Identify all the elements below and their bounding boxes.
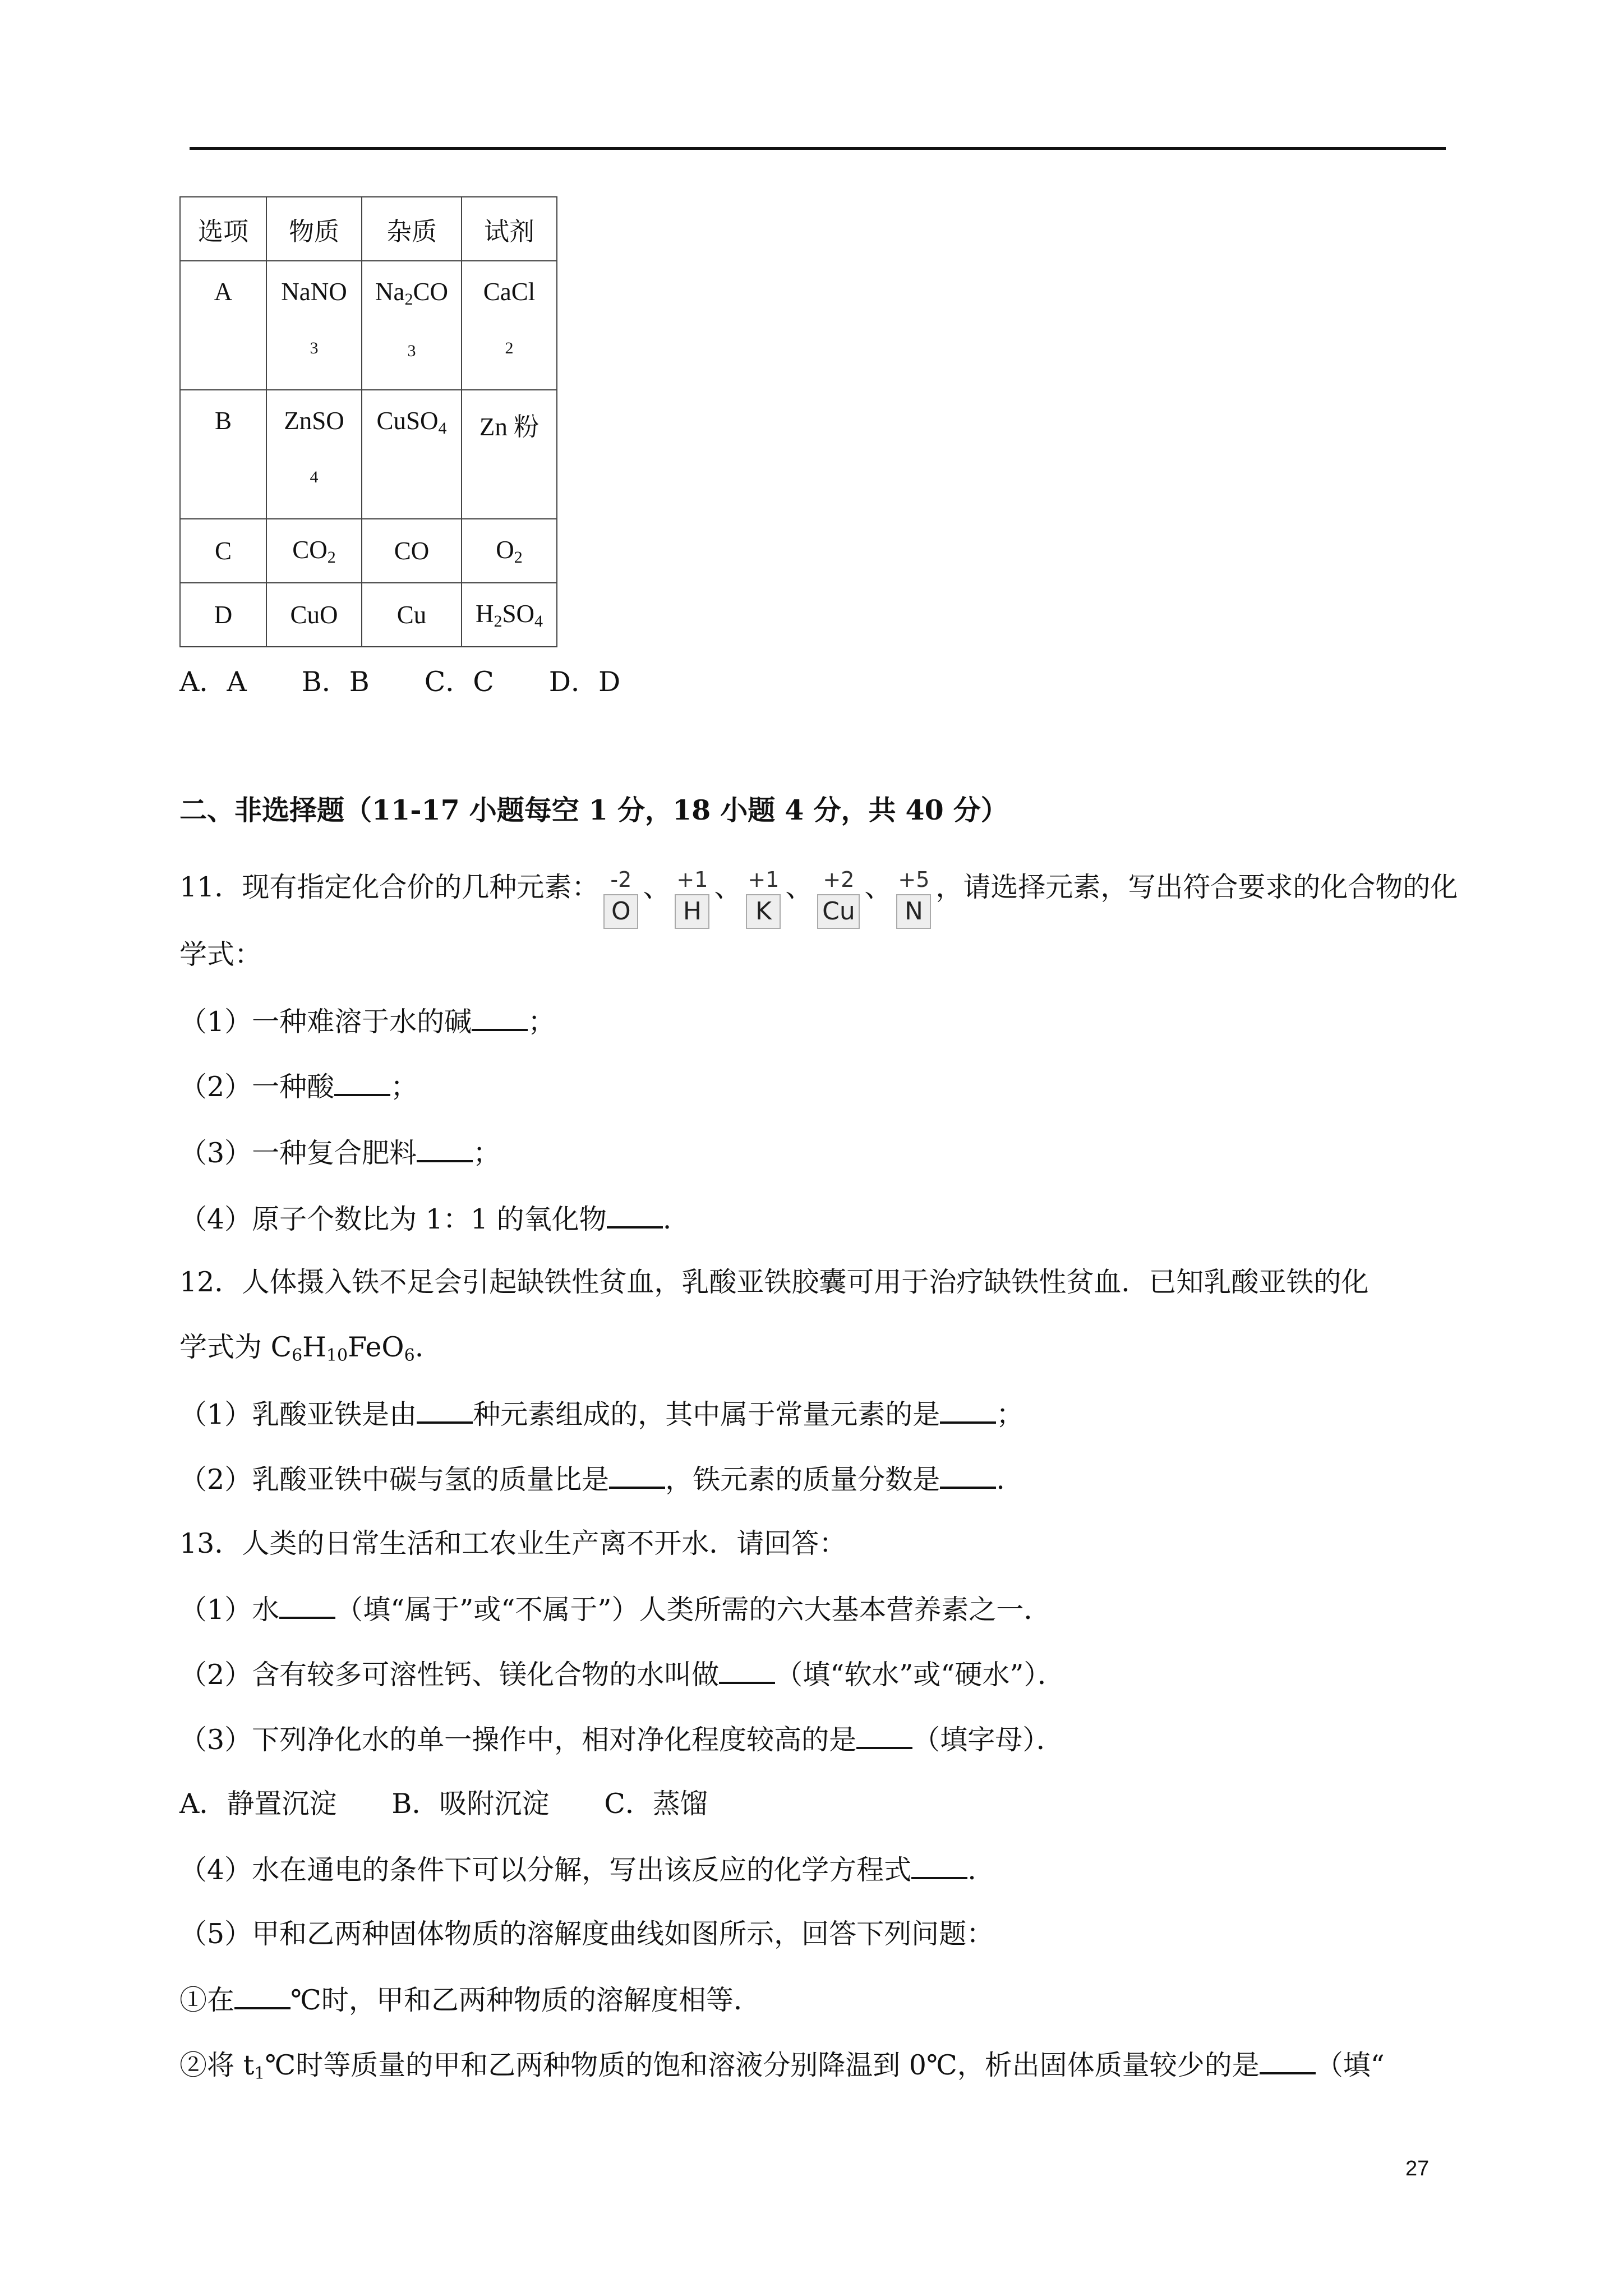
option-cell: C xyxy=(180,519,266,583)
answer-choices: A．A B．B C．C D．D xyxy=(179,666,621,698)
question-13-sub1: ①在 ℃时，甲和乙两种物质的溶解度相等． xyxy=(179,1982,761,2017)
substance-cell: $CO_2$ xyxy=(266,519,362,583)
question-12-part2: （2）乳酸亚铁中碳与氢的质量比是 ，铁元素的质量分数是 . xyxy=(179,1462,1005,1497)
header-impurity: 杂质 xyxy=(362,197,462,261)
answer-blank xyxy=(911,1852,967,1879)
answer-blank xyxy=(609,1462,665,1489)
substance-cell: ZnSO 4 xyxy=(266,390,362,519)
header-substance: 物质 xyxy=(266,197,362,261)
answer-blank xyxy=(472,1004,528,1031)
valence-cu-icon: $\frac{+2}{Cu}$ xyxy=(815,867,862,930)
header-rule xyxy=(190,147,1446,150)
substance-cell: NaNO 3 xyxy=(266,261,362,390)
question-13-part2: （2）含有较多可溶性钙、镁化合物的水叫做 （填“软水”或“硬水”）． xyxy=(179,1657,1065,1692)
valence-n-icon: $\frac{+5}{N}$ xyxy=(894,867,933,930)
question-13-part4: （4）水在通电的条件下可以分解，写出该反应的化学方程式 . xyxy=(179,1852,976,1887)
reagent-cell: CaCl 2 xyxy=(462,261,557,390)
answer-blank xyxy=(279,1592,335,1619)
reagent-cell: Zn 粉 xyxy=(462,390,557,519)
answer-blank xyxy=(940,1397,996,1424)
impurity-cell: CuSO$_4$ xyxy=(362,390,462,519)
answer-blank xyxy=(334,1069,390,1096)
options-table xyxy=(179,196,557,647)
question-13-part1: （1）水 （填“属于”或“不属于”）人类所需的六大基本营养素之一． xyxy=(179,1592,1051,1627)
table-row xyxy=(180,261,557,390)
question-12-line2: 学式为 $C_6H_{10}FeO_6$. xyxy=(179,1331,424,1365)
question-11-item1: （1）一种难溶于水的碱 ； xyxy=(179,1004,555,1039)
answer-blank xyxy=(417,1135,473,1162)
question-12-part1: （1）乳酸亚铁是由 种元素组成的，其中属于常量元素的是 ； xyxy=(179,1397,1023,1432)
table-row xyxy=(180,583,557,647)
option-cell: B xyxy=(180,390,266,519)
option-cell: A xyxy=(180,261,266,390)
table-row xyxy=(180,519,557,583)
question-11-item4: （4）原子个数比为 1：1 的氧化物 . xyxy=(179,1202,671,1236)
answer-blank xyxy=(417,1397,473,1424)
reagent-cell: $H_2SO_4$ xyxy=(462,583,557,647)
answer-blank xyxy=(719,1657,775,1684)
impurity-cell: $Na_2CO$ 3 xyxy=(362,261,462,390)
answer-blank xyxy=(234,1982,291,2009)
valence-o-icon: $\frac{-2}{O}$ xyxy=(601,867,640,930)
substance-cell: CuO xyxy=(266,583,362,647)
question-11-item2: （2）一种酸 ； xyxy=(179,1069,418,1104)
question-11-item3: （3）一种复合肥料 ； xyxy=(179,1135,500,1170)
answer-blank xyxy=(940,1462,996,1489)
question-12-line1: 12．人体摄入铁不足会引起缺铁性贫血，乳酸亚铁胶囊可用于治疗缺铁性贫血．已知乳酸亚铁的化 xyxy=(179,1266,1369,1298)
impurity-cell: Cu xyxy=(362,583,462,647)
header-option: 选项 xyxy=(180,197,266,261)
impurity-cell: CO xyxy=(362,519,462,583)
question-11-line2: 学式： xyxy=(179,938,262,970)
section-title: 二、非选择题（11-17 小题每空 1 分，18 小题 4 分，共 40 分） xyxy=(179,794,1008,826)
option-cell: D xyxy=(180,583,266,647)
page-number: 27 xyxy=(1405,2157,1430,2180)
question-13-part3: （3）下列净化水的单一操作中，相对净化程度较高的是 （填字母）． xyxy=(179,1722,1064,1757)
header-reagent: 试剂 xyxy=(462,197,557,261)
valence-k-icon: $\frac{+1}{K}$ xyxy=(744,867,783,930)
table-header-row xyxy=(180,197,557,261)
answer-blank xyxy=(1260,2047,1316,2074)
answer-blank xyxy=(856,1722,912,1749)
answer-blank xyxy=(607,1202,663,1228)
question-13-sub2: ②将 $t_1℃$时等质量的甲和乙两种物质的饱和溶液分别降温到 0℃，析出固体质量较少的是 （填“ xyxy=(179,2047,1385,2091)
valence-h-icon: $\frac{+1}{H}$ xyxy=(672,867,712,930)
question-13-options: A．静置沉淀 B．吸附沉淀 C．蒸馏 xyxy=(179,1788,708,1820)
question-13-part5: （5）甲和乙两种固体物质的溶解度曲线如图所示，回答下列问题： xyxy=(179,1918,994,1950)
table-row xyxy=(180,390,557,519)
reagent-cell: $O_2$ xyxy=(462,519,557,583)
question-13-line1: 13．人类的日常生活和工农业生产离不开水．请回答： xyxy=(179,1527,847,1559)
question-11-line1: 11．现有指定化合价的几种元素： $\frac{-2}{O}$ 、 $\frac{+1}{H}$ 、 $\frac{+1}{K}$ 、 $\frac{+2}{Cu}$ 、 $\frac{+5}{N}$ ，请选择元素，写出符合要求的化合物的化 xyxy=(179,867,1458,930)
